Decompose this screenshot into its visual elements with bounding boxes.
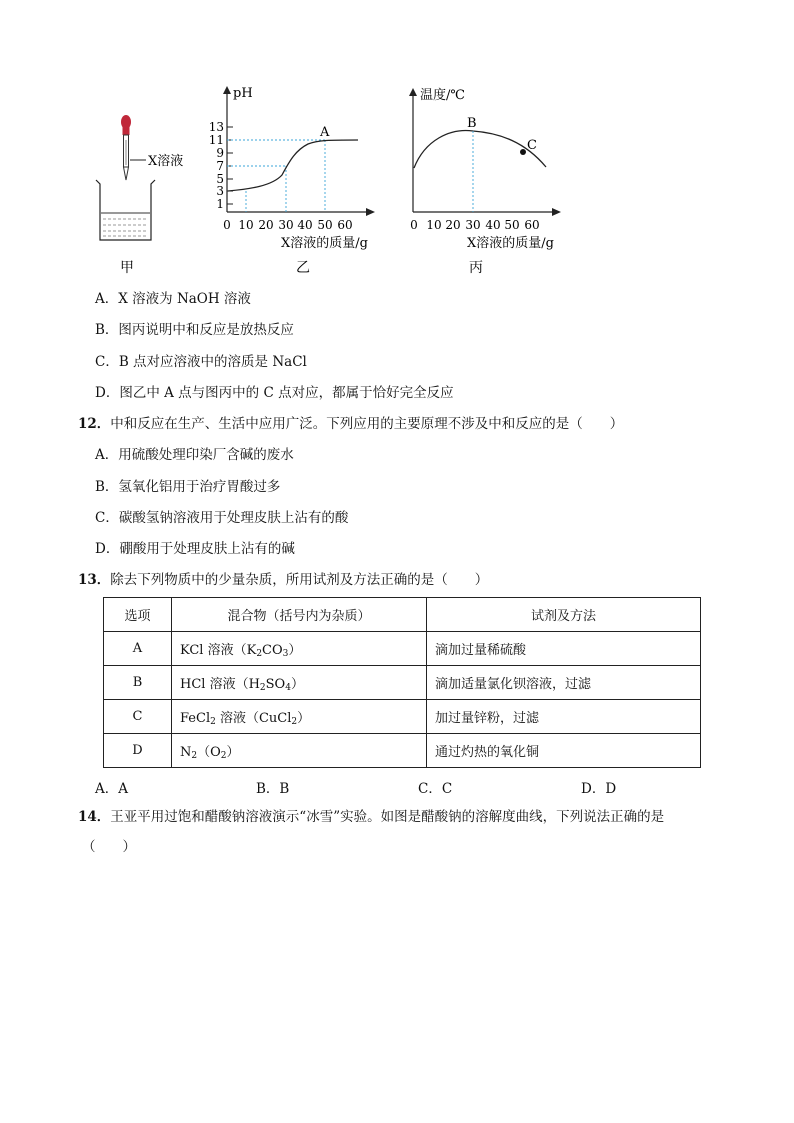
yi-y-axis-label: pH xyxy=(233,86,253,101)
dropper-icon xyxy=(121,115,131,180)
yi-y-tick: 1 xyxy=(216,197,224,211)
yi-y-tick: 3 xyxy=(216,184,224,198)
yi-point-a-label: A xyxy=(320,125,330,140)
table-row xyxy=(104,700,701,734)
q13-text: 除去下列物质中的少量杂质，所用试剂及方法正确的是（ ） xyxy=(110,572,489,588)
header-mixture: 混合物（括号内为杂质） xyxy=(172,598,427,632)
yi-y-tick: 9 xyxy=(216,146,224,160)
yi-y-ticks xyxy=(209,120,233,211)
row-method: 加过量锌粉，过滤 xyxy=(427,700,701,734)
yi-x-tick: 50 xyxy=(317,218,333,232)
bing-x-tick: 40 xyxy=(485,218,501,232)
yi-guide-lines xyxy=(227,140,325,212)
row-option: D xyxy=(104,734,172,768)
yi-y-tick: 13 xyxy=(208,120,224,134)
figure-jia-label: 甲 xyxy=(120,260,134,276)
q13-number: 13． xyxy=(78,572,111,588)
row-option: B xyxy=(104,666,172,700)
q13-answer-c: C．C xyxy=(418,781,453,797)
table-row xyxy=(104,666,701,700)
row-method: 滴加适量氯化钡溶液，过滤 xyxy=(427,666,701,700)
row-mixture: KCl 溶液$(K_2CO_3)$ xyxy=(172,632,427,666)
bing-x-tick: 0 xyxy=(410,218,418,232)
yi-ph-curve xyxy=(228,140,358,191)
q13-stem xyxy=(78,571,488,589)
yi-x-tick: 0 xyxy=(223,218,231,232)
q14-stem-tail: （ ） xyxy=(82,839,136,855)
yi-y-tick: 11 xyxy=(208,133,224,147)
q13-answer-d: D．D xyxy=(581,781,617,797)
figure-yi xyxy=(209,86,375,276)
bing-point-c-label: C xyxy=(527,138,537,153)
bing-point-c xyxy=(520,149,526,155)
table-row xyxy=(104,632,701,666)
q13-table xyxy=(103,597,701,768)
bing-point-b-label: B xyxy=(467,116,477,131)
q13-answer-b: B．B xyxy=(256,781,290,797)
header-option: 选项 xyxy=(104,598,172,632)
bing-x-tick: 60 xyxy=(524,218,540,232)
figure-yi-label: 乙 xyxy=(296,260,310,276)
q13-answer-a: A．A xyxy=(95,781,128,797)
bing-x-tick: 20 xyxy=(445,218,461,232)
q11-option-b: B．图丙说明中和反应是放热反应 xyxy=(95,322,294,338)
bing-x-tick: 10 xyxy=(426,218,442,232)
q11-option-c: C．B 点对应溶液中的溶质是 NaCl xyxy=(95,354,307,370)
beaker-icon xyxy=(96,180,155,240)
row-mixture: FeCl$_2$ 溶液（CuCl$_2$） xyxy=(172,700,427,734)
row-mixture: $N_2(O_2)$ xyxy=(172,734,427,768)
table-header-row xyxy=(104,598,701,632)
yi-y-tick: 7 xyxy=(216,159,224,173)
reagent-label: X溶液 xyxy=(148,154,184,169)
figure-bing xyxy=(409,87,561,276)
yi-x-tick: 10 xyxy=(238,218,254,232)
q12-option-d: D．硼酸用于处理皮肤上沾有的碱 xyxy=(95,541,295,557)
table-row xyxy=(104,734,701,768)
row-mixture: HCl 溶液$(H_2SO_4)$ xyxy=(172,666,427,700)
yi-x-ticks xyxy=(223,218,352,232)
q14-number: 14． xyxy=(78,809,111,825)
q12-stem xyxy=(78,415,623,433)
q12-option-c: C．碳酸氢钠溶液用于处理皮肤上沾有的酸 xyxy=(95,510,349,526)
q11-option-a: A．X 溶液为 NaOH 溶液 xyxy=(95,291,251,307)
yi-x-tick: 40 xyxy=(297,218,313,232)
bing-x-ticks xyxy=(410,218,539,232)
q11-option-d: D．图乙中 A 点与图丙中的 C 点对应，都属于恰好完全反应 xyxy=(95,385,454,401)
row-method: 通过灼热的氧化铜 xyxy=(427,734,701,768)
row-option: C xyxy=(104,700,172,734)
bing-y-axis-label: 温度/℃ xyxy=(420,88,465,103)
yi-x-tick: 30 xyxy=(278,218,294,232)
experiment-figure xyxy=(0,0,794,290)
q12-option-b: B．氢氧化铝用于治疗胃酸过多 xyxy=(95,479,281,495)
q12-option-a: A．用硫酸处理印染厂含碱的废水 xyxy=(95,447,294,463)
yi-x-tick: 20 xyxy=(258,218,274,232)
bing-x-tick: 30 xyxy=(465,218,481,232)
bing-x-tick: 50 xyxy=(504,218,520,232)
q14-stem xyxy=(78,808,664,826)
figure-jia xyxy=(96,115,183,276)
q12-number: 12． xyxy=(78,416,111,432)
row-option: A xyxy=(104,632,172,666)
bing-x-axis-label: X溶液的质量/g xyxy=(467,236,554,251)
figure-bing-label: 丙 xyxy=(469,260,483,276)
q14-text: 王亚平用过饱和醋酸钠溶液演示“冰雪”实验。如图是醋酸钠的溶解度曲线，下列说法正确的是 xyxy=(110,809,665,825)
header-method: 试剂及方法 xyxy=(427,598,701,632)
q12-text: 中和反应在生产、生活中应用广泛。下列应用的主要原理不涉及中和反应的是（ ） xyxy=(110,416,624,432)
row-method: 滴加过量稀硫酸 xyxy=(427,632,701,666)
yi-x-tick: 60 xyxy=(337,218,353,232)
yi-x-axis-label: X溶液的质量/g xyxy=(281,236,368,251)
yi-y-tick: 5 xyxy=(216,172,224,186)
